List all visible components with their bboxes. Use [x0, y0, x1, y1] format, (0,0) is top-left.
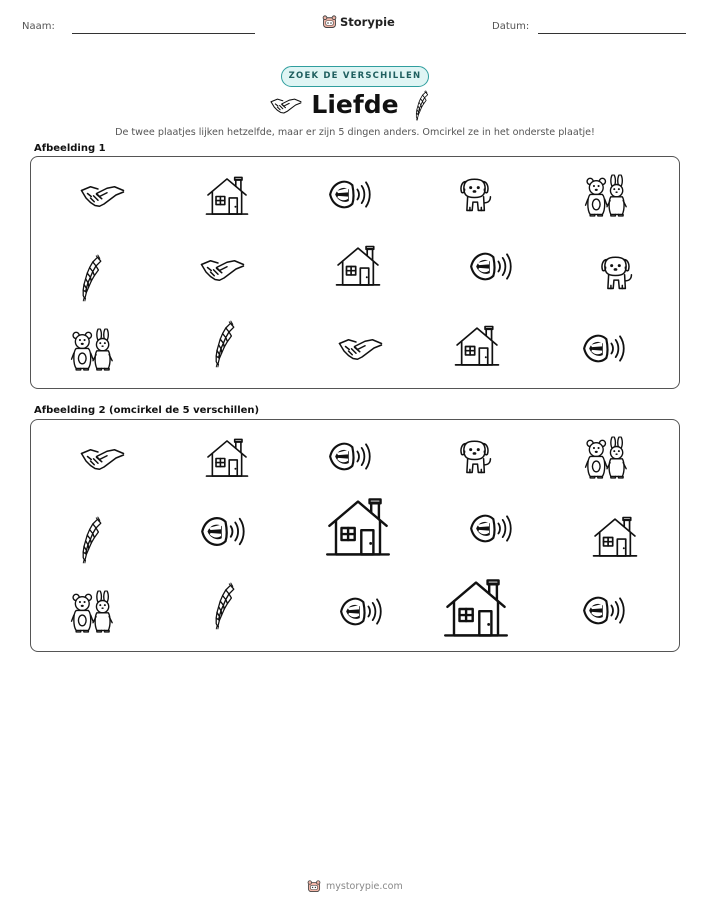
speaking-mouth-icon[interactable]	[582, 594, 625, 627]
house-icon-large[interactable]	[443, 578, 509, 640]
footer-url[interactable]: mystorypie.com	[326, 880, 403, 892]
house-icon	[205, 176, 249, 217]
mascot-icon	[307, 879, 321, 893]
brand-name: Storypie	[340, 14, 395, 29]
teddy-bear-bunny-icon	[70, 328, 116, 372]
mascot-icon	[322, 14, 337, 29]
teddy-bear-bunny-icon[interactable]	[70, 590, 116, 634]
speaking-mouth-icon[interactable]	[338, 595, 383, 628]
instructions: De twee plaatjes lijken hetzelfde, maar er zijn 5 dingen anders. Omcirkel ze in het onderste plaatje!	[115, 127, 595, 138]
name-line[interactable]	[72, 33, 255, 34]
house-icon-large[interactable]	[325, 497, 391, 559]
handshake-icon	[80, 180, 125, 210]
brand-logo	[322, 14, 395, 29]
house-icon	[335, 245, 381, 288]
date-line[interactable]	[538, 33, 686, 34]
speaking-mouth-icon	[328, 178, 371, 211]
rope-icon[interactable]	[211, 582, 239, 630]
date-label: Datum:	[492, 21, 530, 32]
name-label: Naam:	[22, 21, 55, 32]
handshake-icon	[270, 94, 302, 116]
rope-icon	[78, 254, 106, 302]
footer	[307, 879, 403, 893]
panel1-label: Afbeelding 1	[34, 143, 106, 154]
rope-icon	[211, 320, 239, 368]
speaking-mouth-icon	[582, 332, 625, 365]
speaking-mouth-icon	[469, 250, 512, 283]
teddy-bear-bunny-icon	[584, 174, 630, 218]
puppy-icon	[598, 254, 636, 294]
handshake-icon	[200, 254, 245, 284]
rope-icon	[412, 90, 432, 121]
puppy-icon	[457, 176, 495, 216]
house-icon[interactable]	[205, 438, 249, 479]
page-title: Liefde	[311, 90, 399, 119]
teddy-bear-bunny-icon[interactable]	[584, 436, 630, 480]
speaking-mouth-icon[interactable]	[469, 512, 512, 545]
handshake-icon[interactable]	[80, 443, 125, 473]
speaking-mouth-icon[interactable]	[328, 440, 371, 473]
rope-icon[interactable]	[78, 516, 106, 564]
puppy-icon[interactable]	[457, 438, 495, 478]
speaking-mouth-icon[interactable]	[200, 514, 245, 549]
handshake-icon	[338, 333, 383, 363]
activity-badge: ZOEK DE VERSCHILLEN	[281, 66, 429, 87]
house-icon[interactable]	[592, 516, 638, 559]
panel2-label: Afbeelding 2 (omcirkel de 5 verschillen)	[34, 405, 260, 416]
house-icon	[454, 325, 500, 368]
